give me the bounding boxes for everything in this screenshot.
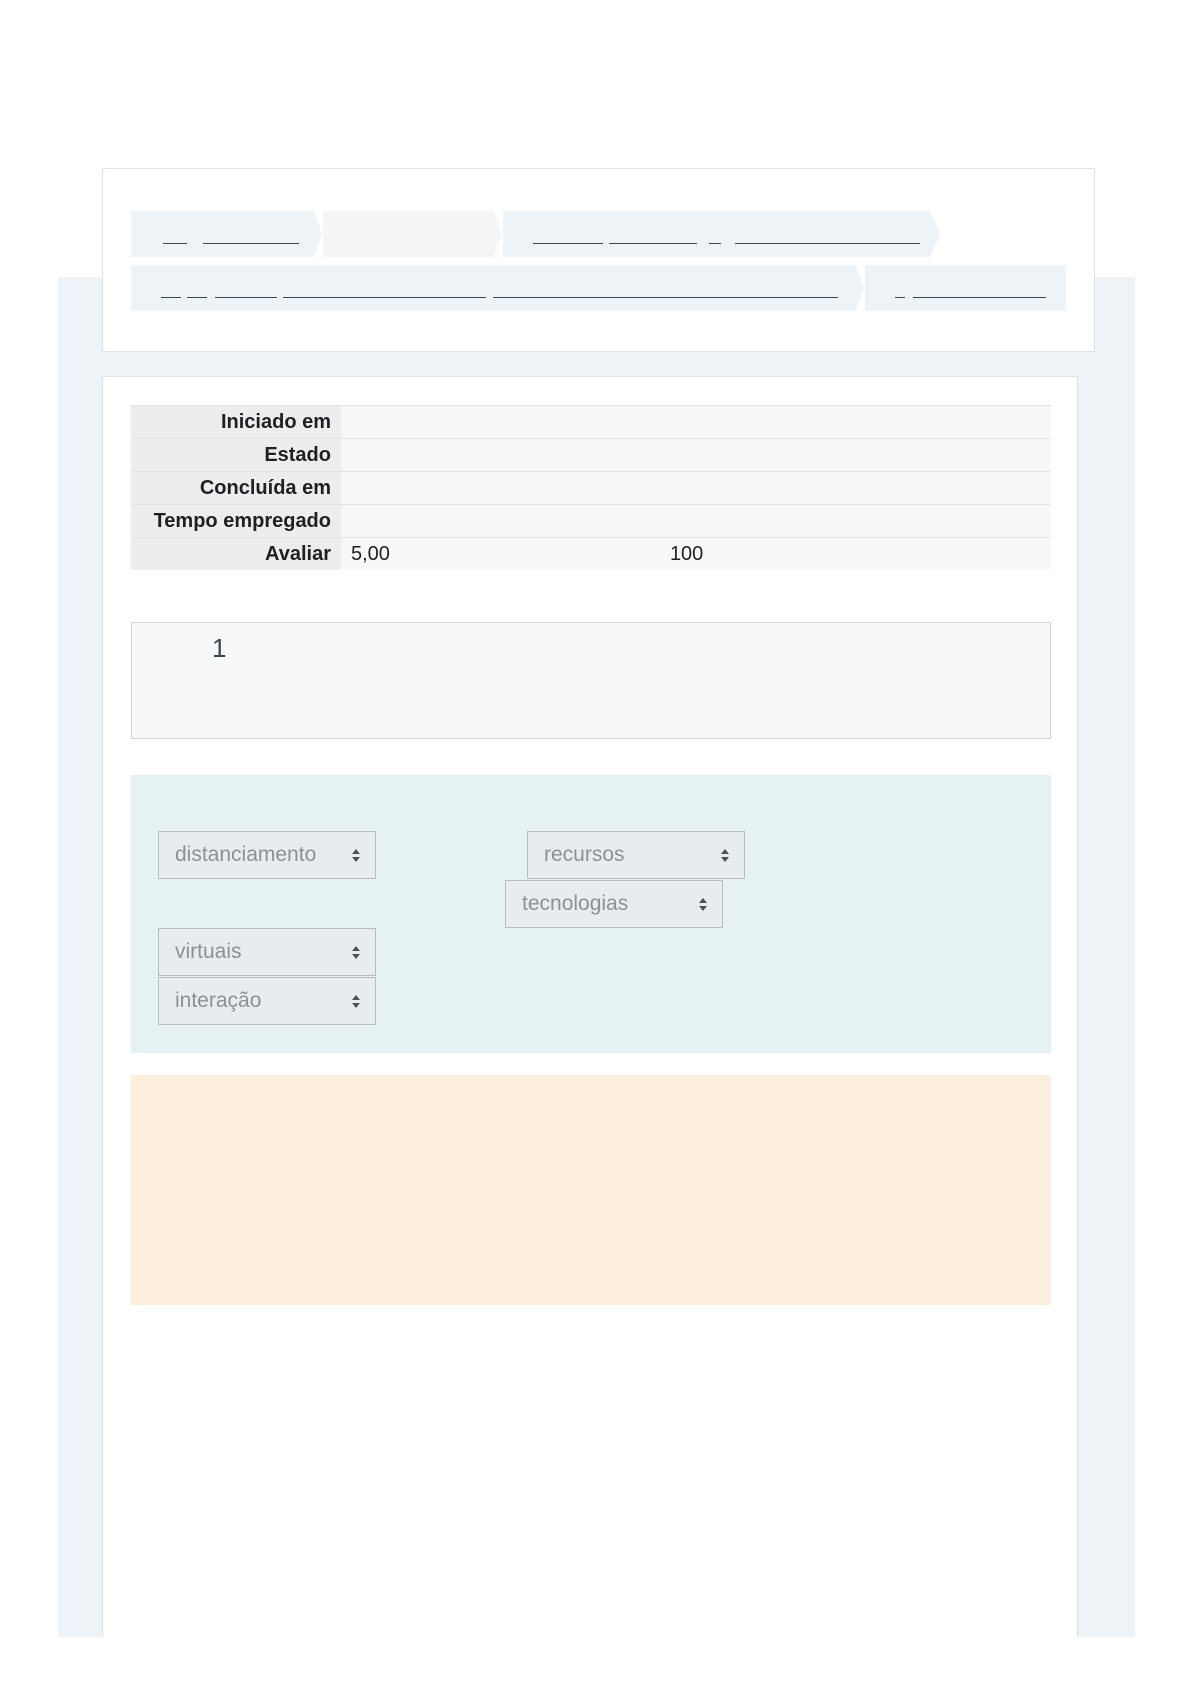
answer-select[interactable]	[158, 977, 376, 1025]
breadcrumb-item[interactable]	[131, 211, 314, 257]
breadcrumb-item[interactable]	[131, 265, 856, 311]
question-info	[131, 622, 1051, 739]
state-value	[341, 439, 1051, 472]
attempt-summary-table	[131, 405, 1051, 570]
breadcrumb-item[interactable]	[323, 211, 494, 257]
grade-label: Avaliar	[131, 538, 341, 571]
answer-select[interactable]	[158, 928, 376, 976]
sort-arrows-icon	[351, 832, 361, 897]
page-header	[102, 168, 1095, 352]
started-value	[341, 406, 1051, 439]
quiz-review-card	[102, 376, 1078, 1646]
table-row	[131, 406, 1051, 439]
table-row	[131, 538, 1051, 571]
completed-label: Concluída em	[131, 472, 341, 505]
question-number: 1	[212, 633, 227, 663]
time-taken-label: Tempo empregado	[131, 505, 341, 538]
page-bottom-margin	[0, 1637, 1192, 1686]
breadcrumb-item[interactable]	[865, 265, 1066, 311]
table-row	[131, 439, 1051, 472]
sort-arrows-icon	[351, 978, 361, 1043]
answer-select[interactable]	[158, 831, 376, 879]
sort-arrows-icon	[698, 881, 708, 946]
breadcrumb	[131, 211, 931, 257]
time-taken-value	[341, 505, 1051, 538]
select-value: tecnologias	[522, 892, 629, 915]
table-row	[131, 472, 1051, 505]
started-label: Iniciado em	[131, 406, 341, 439]
answer-select[interactable]	[505, 880, 723, 928]
state-label: Estado	[131, 439, 341, 472]
grade-cell	[341, 538, 1051, 571]
table-row	[131, 505, 1051, 538]
question-formulation	[131, 775, 1051, 1053]
completed-value	[341, 472, 1051, 505]
answer-select[interactable]	[527, 831, 745, 879]
feedback-box	[131, 1075, 1051, 1305]
breadcrumb-item[interactable]	[503, 211, 930, 257]
select-value: interação	[175, 989, 262, 1012]
grade-max: 100	[669, 543, 704, 565]
select-value: virtuais	[175, 940, 242, 963]
breadcrumb	[131, 265, 1066, 311]
chevron-right-icon	[930, 211, 944, 257]
select-value: recursos	[544, 843, 625, 866]
grade-value: 5,00	[351, 543, 390, 565]
select-value: distanciamento	[175, 843, 317, 866]
